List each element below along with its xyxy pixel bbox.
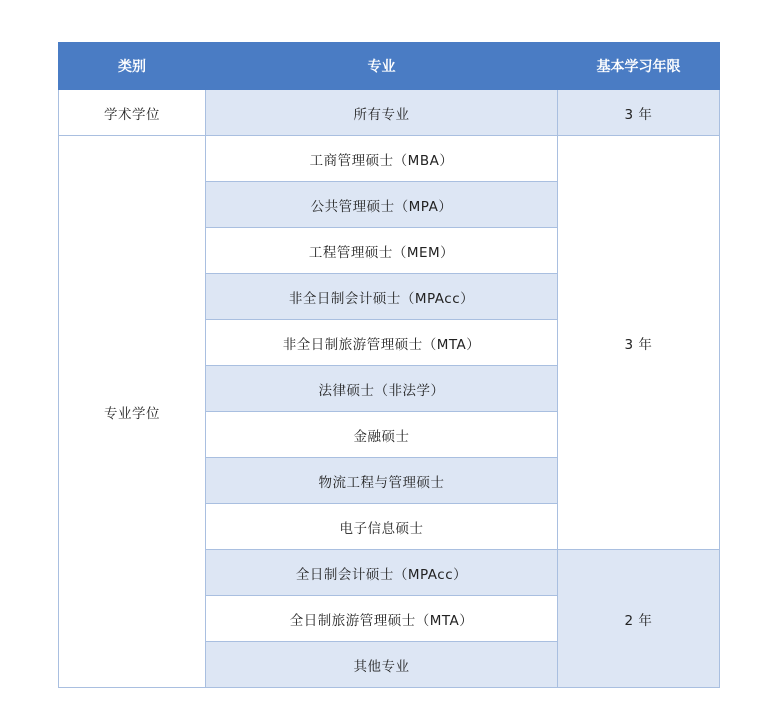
category-academic: 学术学位 — [59, 90, 206, 136]
major-cell: 工程管理硕士（MEM） — [206, 228, 558, 274]
major-cell: 公共管理硕士（MPA） — [206, 182, 558, 228]
years-academic: 3 年 — [558, 90, 720, 136]
major-cell: 所有专业 — [206, 90, 558, 136]
header-years: 基本学习年限 — [558, 43, 720, 90]
years-professional-b: 2 年 — [558, 550, 720, 688]
table-header-row — [59, 43, 720, 90]
major-cell: 工商管理硕士（MBA） — [206, 136, 558, 182]
major-cell: 电子信息硕士 — [206, 504, 558, 550]
category-professional: 专业学位 — [59, 136, 206, 688]
major-cell: 其他专业 — [206, 642, 558, 688]
header-category: 类别 — [59, 43, 206, 90]
table-row — [59, 90, 720, 136]
major-cell: 全日制会计硕士（MPAcc） — [206, 550, 558, 596]
table-row — [59, 136, 720, 182]
header-major: 专业 — [206, 43, 558, 90]
major-cell: 物流工程与管理硕士 — [206, 458, 558, 504]
major-cell: 非全日制会计硕士（MPAcc） — [206, 274, 558, 320]
major-cell: 非全日制旅游管理硕士（MTA） — [206, 320, 558, 366]
study-duration-table — [58, 42, 720, 688]
major-cell: 全日制旅游管理硕士（MTA） — [206, 596, 558, 642]
major-cell: 金融硕士 — [206, 412, 558, 458]
major-cell: 法律硕士（非法学） — [206, 366, 558, 412]
years-professional-a: 3 年 — [558, 136, 720, 550]
